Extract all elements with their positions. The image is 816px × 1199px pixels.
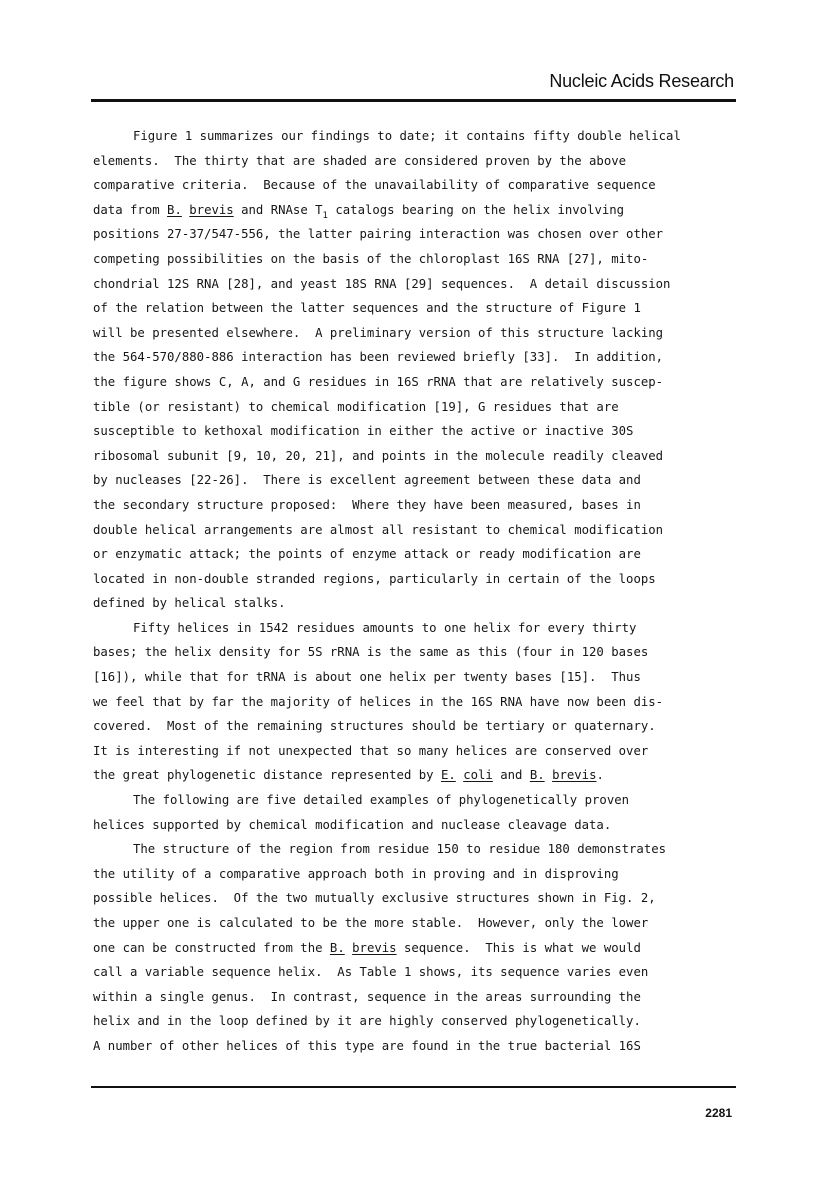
subscript: 1 <box>322 210 328 221</box>
text-line: susceptible to kethoxal modification in either the active or inactive 30S <box>93 424 634 439</box>
text-line: call a variable sequence helix. As Table 1 shows, its sequence varies even <box>93 965 649 980</box>
text-segment <box>545 768 552 782</box>
footer-rule <box>91 1086 736 1088</box>
text-line: of the relation between the latter sequences and the structure of Figure 1 <box>93 301 641 316</box>
text-line: bases; the helix density for 5S rRNA is the same as this (four in 120 bases <box>93 645 649 660</box>
body-text <box>93 124 753 1059</box>
text-segment: sequence. This is what we would <box>396 940 641 955</box>
text-line: competing possibilities on the basis of the chloroplast 16S RNA [27], mito- <box>93 251 649 266</box>
text-line: comparative criteria. Because of the unavailability of comparative sequence <box>93 178 656 193</box>
text-line <box>93 763 753 788</box>
text-segment: and RNAse T <box>233 202 323 217</box>
text-line: possible helices. Of the two mutually exclusive structures shown in Fig. 2, <box>93 891 656 906</box>
underlined-term: brevis <box>352 940 397 955</box>
text-line: tible (or resistant) to chemical modification [19], G residues that are <box>93 399 619 414</box>
text-line <box>93 936 753 961</box>
text-line: the upper one is calculated to be the more stable. However, only the lower <box>93 916 649 930</box>
text-line <box>93 198 753 223</box>
paragraph-first-line: The following are five detailed examples of phylogenetically proven <box>133 793 630 808</box>
underlined-term: B. <box>167 202 182 217</box>
text-segment: . <box>596 768 604 783</box>
text-line: elements. The thirty that are shaded are considered proven by the above <box>93 153 627 168</box>
header-rule <box>91 99 736 102</box>
text-line: [16]), while that for tRNA is about one helix per twenty bases [15]. Thus <box>93 670 641 685</box>
text-line: located in non-double stranded regions, particularly in certain of the loops <box>93 571 656 586</box>
text-line: covered. Most of the remaining structures should be tertiary or quaternary. <box>93 719 656 734</box>
text-line: the secondary structure proposed: Where they have been measured, bases in <box>93 497 641 512</box>
text-line: or enzymatic attack; the points of enzyme attack or ready modification are <box>93 547 641 562</box>
text-line: ribosomal subunit [9, 10, 20, 21], and points in the molecule readily cleaved <box>93 448 664 463</box>
underlined-term: coli <box>463 768 493 783</box>
text-line: defined by helical stalks. <box>93 596 286 611</box>
text-segment: catalogs bearing on the helix involving <box>327 202 625 217</box>
text-line: double helical arrangements are almost all resistant to chemical modification <box>93 522 664 537</box>
text-line: It is interesting if not unexpected that so many helices are conserved over <box>93 743 649 758</box>
text-line: within a single genus. In contrast, sequence in the areas surrounding the <box>93 989 641 1004</box>
text-segment: the great phylogenetic distance represented by <box>93 768 441 783</box>
text-segment: data from <box>93 202 168 217</box>
text-line: helix and in the loop defined by it are highly conserved phylogenetically. <box>93 1014 641 1029</box>
text-line: the utility of a comparative approach both in proving and in disproving <box>93 866 619 881</box>
text-line: the 564-570/880-886 interaction has been reviewed briefly [33]. In addition, <box>93 350 664 365</box>
text-line: helices supported by chemical modification and nuclease cleavage data. <box>93 817 612 832</box>
text-segment: and <box>492 768 530 783</box>
text-line: A number of other helices of this type are found in the true bacterial 16S <box>93 1038 641 1053</box>
text-line: chondrial 12S RNA [28], and yeast 18S RNA [29] sequences. A detail discussion <box>93 276 671 291</box>
text-line: positions 27-37/547-556, the latter pairing interaction was chosen over other <box>93 227 664 242</box>
text-line: by nucleases [22-26]. There is excellent agreement between these data and <box>93 473 641 488</box>
text-line: will be presented elsewhere. A preliminary version of this structure lacking <box>93 325 664 340</box>
text-line: the figure shows C, A, and G residues in 16S rRNA that are relatively suscep- <box>93 374 664 389</box>
paragraph-first-line: The structure of the region from residue 150 to residue 180 demonstrates <box>133 842 667 857</box>
underlined-term: E. <box>440 768 456 783</box>
underlined-term: B. <box>329 940 345 955</box>
underlined-term: brevis <box>189 202 234 217</box>
page-number: 2281 <box>705 1106 732 1120</box>
underlined-term: brevis <box>552 768 597 783</box>
text-line: we feel that by far the majority of helices in the 16S RNA have now been dis- <box>93 694 664 709</box>
paragraph-first-line: Figure 1 summarizes our findings to date; it contains fifty double helical <box>133 129 681 143</box>
paragraph-first-line: Fifty helices in 1542 residues amounts to one helix for every thirty <box>133 620 637 635</box>
text-segment: one can be constructed from the <box>93 940 330 955</box>
underlined-term: B. <box>529 768 545 783</box>
journal-title: Nucleic Acids Research <box>549 71 734 91</box>
